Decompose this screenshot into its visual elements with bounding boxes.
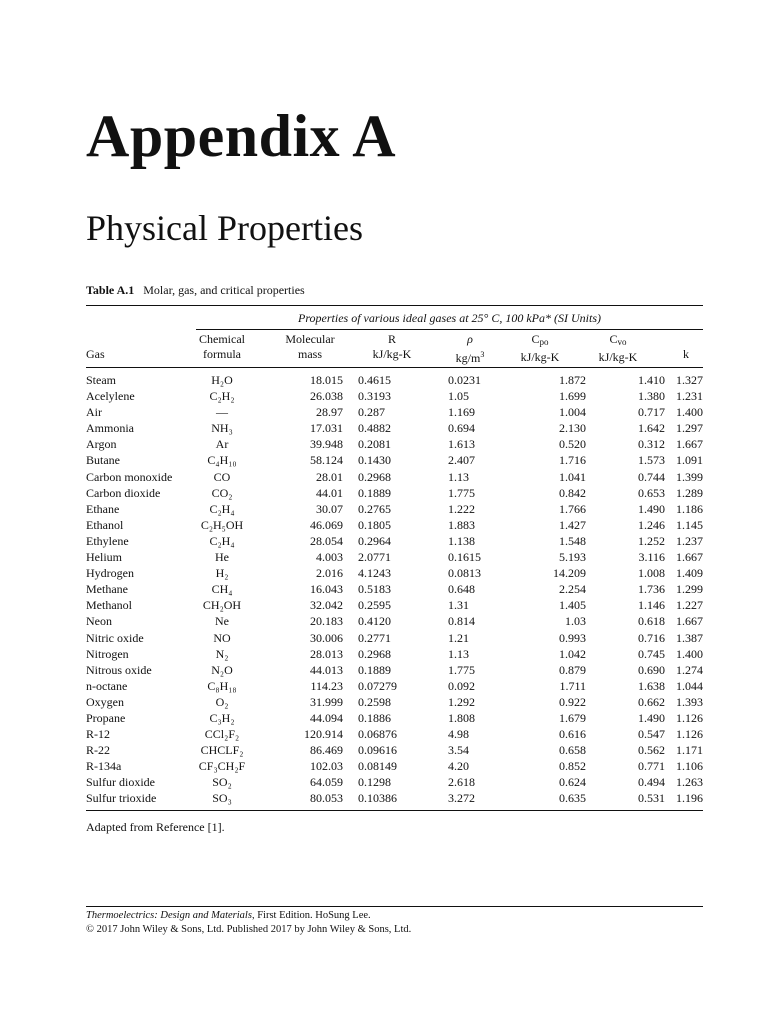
- col-header-rho: [432, 332, 508, 366]
- cell-gas-constant: 0.09616: [358, 743, 397, 758]
- cell-k: 1.145: [676, 517, 703, 532]
- table-row: [86, 452, 703, 468]
- cell-formula: NO: [213, 630, 231, 645]
- col-header-gas: Gas: [86, 347, 105, 361]
- cell-gas: Air: [86, 405, 102, 420]
- cell-molecular-mass: 26.038: [310, 389, 343, 404]
- cell-cv: 0.618: [638, 614, 665, 629]
- cell-k: 1.126: [676, 710, 703, 725]
- cell-gas: Sulfur trioxide: [86, 791, 157, 806]
- cell-formula: CHCLF₂: [200, 743, 244, 758]
- cell-molecular-mass: 39.948: [310, 437, 343, 452]
- table-number: Table A.1: [86, 283, 135, 297]
- cell-k: 1.299: [676, 582, 703, 597]
- cell-molecular-mass: 17.031: [310, 421, 343, 436]
- cell-cv: 0.717: [638, 405, 665, 420]
- col-header-cp-line2: kJ/kg-K: [520, 350, 560, 364]
- cell-molecular-mass: 28.97: [316, 405, 343, 420]
- col-header-cp: [502, 332, 578, 365]
- cell-cp: 0.842: [559, 485, 586, 500]
- cell-molecular-mass: 114.23: [310, 678, 343, 693]
- table-row: [86, 372, 703, 388]
- cell-formula: H₂: [215, 566, 229, 581]
- cell-k: 1.186: [676, 501, 703, 516]
- cell-gas: Butane: [86, 453, 120, 468]
- cell-formula: C₃H₂: [209, 710, 235, 725]
- cell-cp: 14.209: [553, 566, 586, 581]
- cell-k: 1.274: [676, 662, 703, 677]
- cell-density: 0.814: [448, 614, 475, 629]
- cell-k: 1.400: [676, 405, 703, 420]
- cell-cp: 1.711: [559, 678, 586, 693]
- cell-k: 1.106: [676, 759, 703, 774]
- footer-rule: [86, 906, 703, 907]
- cell-molecular-mass: 31.999: [310, 694, 343, 709]
- table-row: [86, 581, 703, 597]
- cell-gas-constant: 0.2765: [358, 501, 391, 516]
- table-row: [86, 790, 703, 806]
- header-bottom-rule: [86, 367, 703, 368]
- cell-cp: 1.427: [559, 517, 586, 532]
- col-header-r-line2: kJ/kg-K: [372, 347, 412, 361]
- cell-gas-constant: 0.5183: [358, 582, 391, 597]
- appendix-title: Appendix A: [86, 103, 397, 169]
- cell-density: 1.883: [448, 517, 475, 532]
- cell-molecular-mass: 64.059: [310, 775, 343, 790]
- cell-gas-constant: 0.4120: [358, 614, 391, 629]
- cell-molecular-mass: 44.01: [316, 485, 343, 500]
- cell-molecular-mass: 30.006: [310, 630, 343, 645]
- cell-gas-constant: 0.08149: [358, 759, 397, 774]
- col-header-cp-subscript: po: [539, 337, 549, 347]
- cell-k: 1.393: [676, 694, 703, 709]
- cell-molecular-mass: 16.043: [310, 582, 343, 597]
- table-spanner-heading: Properties of various ideal gases at 25° C, 100 kPa* (SI Units): [298, 311, 601, 325]
- cell-gas: Ethanol: [86, 517, 124, 532]
- col-header-formula-line1: Chemical: [199, 332, 245, 346]
- table-bottom-rule: [86, 810, 703, 811]
- cell-cp: 1.872: [559, 373, 586, 387]
- cell-gas-constant: 0.1430: [358, 453, 391, 468]
- cell-k: 1.667: [676, 437, 703, 452]
- cell-gas: Ethylene: [86, 533, 129, 548]
- cell-formula: SO₃: [212, 791, 232, 806]
- cell-formula: SO₂: [212, 775, 232, 790]
- cell-gas-constant: 0.06876: [358, 727, 397, 742]
- cell-formula: C₂H₂: [209, 389, 235, 404]
- cell-density: 0.648: [448, 582, 475, 597]
- table-top-rule: [86, 305, 703, 306]
- cell-density: 1.13: [448, 469, 469, 484]
- cell-k: 1.231: [676, 389, 703, 404]
- col-header-cp-line1: [502, 332, 578, 350]
- table-row: [86, 436, 703, 452]
- cell-formula: C₂H₅OH: [200, 517, 244, 532]
- cell-cp: 0.852: [559, 759, 586, 774]
- table-row: [86, 485, 703, 501]
- cell-density: 1.138: [448, 533, 475, 548]
- table-row: [86, 469, 703, 485]
- cell-formula: C₄H₁₀: [207, 453, 237, 468]
- cell-gas: Argon: [86, 437, 117, 452]
- cell-k: 1.126: [676, 727, 703, 742]
- cell-k: 1.227: [676, 598, 703, 613]
- cell-formula: Ne: [215, 614, 229, 629]
- cell-k: 1.289: [676, 485, 703, 500]
- cell-cv: 0.547: [638, 727, 665, 742]
- cell-gas-constant: 0.1889: [358, 485, 391, 500]
- cell-gas-constant: 0.1886: [358, 710, 391, 725]
- cell-gas-constant: 0.2771: [358, 630, 391, 645]
- col-header-rho-line2: [432, 347, 508, 366]
- cell-cv: 1.490: [638, 710, 665, 725]
- cell-cp: 1.004: [559, 405, 586, 420]
- cell-gas: Neon: [86, 614, 112, 629]
- cell-gas: Nitrous oxide: [86, 662, 152, 677]
- cell-cp: 1.041: [559, 469, 586, 484]
- cell-formula: H₂O: [211, 373, 233, 387]
- cell-cv: 1.252: [638, 533, 665, 548]
- col-header-formula: [182, 332, 262, 362]
- cell-cp: 0.993: [559, 630, 586, 645]
- col-header-cv-symbol: C: [609, 332, 618, 346]
- cell-gas-constant: 4.1243: [358, 566, 391, 581]
- cell-cp: 5.193: [559, 550, 586, 565]
- cell-gas: Nitric oxide: [86, 630, 144, 645]
- cell-k: 1.409: [676, 566, 703, 581]
- cell-density: 2.618: [448, 775, 475, 790]
- cell-k: 1.387: [676, 630, 703, 645]
- col-header-mass-line2: mass: [298, 347, 322, 361]
- cell-cp: 1.679: [559, 710, 586, 725]
- cell-density: 1.775: [448, 485, 475, 500]
- footer-book-title: Thermoelectrics: Design and Materials: [86, 910, 252, 921]
- cell-density: 0.092: [448, 678, 475, 693]
- cell-molecular-mass: 58.124: [310, 453, 343, 468]
- cell-cp: 0.624: [559, 775, 586, 790]
- table-row: [86, 533, 703, 549]
- cell-gas-constant: 0.2081: [358, 437, 391, 452]
- cell-formula: CO: [213, 469, 231, 484]
- cell-formula: O₂: [215, 694, 229, 709]
- cell-cv: 3.116: [638, 550, 665, 565]
- col-header-mass: [272, 332, 348, 362]
- cell-k: 1.196: [676, 791, 703, 806]
- cell-molecular-mass: 30.07: [316, 501, 343, 516]
- cell-formula: C₂H₄: [209, 533, 235, 548]
- footer-citation: [86, 910, 371, 921]
- cell-density: 0.0231: [448, 373, 481, 387]
- table-caption: [86, 283, 305, 298]
- cell-gas-constant: 0.2968: [358, 646, 391, 661]
- cell-formula: He: [215, 550, 229, 565]
- cell-gas: R-22: [86, 743, 110, 758]
- cell-gas-constant: 0.3193: [358, 389, 391, 404]
- cell-formula: —: [216, 405, 228, 420]
- table-row: [86, 678, 703, 694]
- cell-k: 1.327: [676, 373, 703, 387]
- cell-molecular-mass: 4.003: [316, 550, 343, 565]
- cell-cv: 0.771: [638, 759, 665, 774]
- cell-gas-constant: 0.287: [358, 405, 385, 420]
- cell-density: 1.169: [448, 405, 475, 420]
- cell-gas-constant: 2.0771: [358, 550, 391, 565]
- cell-gas-constant: 0.10386: [358, 791, 397, 806]
- cell-molecular-mass: 18.015: [310, 373, 343, 387]
- cell-gas: R-134a: [86, 759, 122, 774]
- cell-molecular-mass: 44.013: [310, 662, 343, 677]
- cell-density: 1.31: [448, 598, 469, 613]
- cell-density: 1.21: [448, 630, 469, 645]
- cell-cp: 0.635: [559, 791, 586, 806]
- col-header-mass-line1: Molecular: [285, 332, 335, 346]
- cell-cv: 0.690: [638, 662, 665, 677]
- cell-formula: NH₃: [211, 421, 233, 436]
- cell-cv: 1.380: [638, 389, 665, 404]
- cell-cv: 1.638: [638, 678, 665, 693]
- cell-cp: 1.405: [559, 598, 586, 613]
- cell-cv: 0.494: [638, 775, 665, 790]
- table-row: [86, 549, 703, 565]
- col-header-cv-subscript: vo: [617, 337, 627, 347]
- cell-gas: Methanol: [86, 598, 132, 613]
- cell-formula: N₂O: [211, 662, 233, 677]
- table-row: [86, 758, 703, 774]
- cell-cp: 2.254: [559, 582, 586, 597]
- cell-cp: 0.616: [559, 727, 586, 742]
- cell-density: 1.05: [448, 389, 469, 404]
- cell-cv: 1.146: [638, 598, 665, 613]
- cell-cv: 0.653: [638, 485, 665, 500]
- table-caption-text: Molar, gas, and critical properties: [143, 283, 305, 297]
- cell-gas: Acelylene: [86, 389, 135, 404]
- cell-k: 1.667: [676, 550, 703, 565]
- col-header-rho-unit: kg/m: [455, 351, 481, 365]
- cell-density: 1.775: [448, 662, 475, 677]
- table-row: [86, 646, 703, 662]
- cell-density: 3.54: [448, 743, 469, 758]
- cell-k: 1.237: [676, 533, 703, 548]
- cell-cv: 0.562: [638, 743, 665, 758]
- cell-gas-constant: 0.2968: [358, 469, 391, 484]
- cell-cp: 0.879: [559, 662, 586, 677]
- cell-cp: 1.03: [565, 614, 586, 629]
- table-row: [86, 742, 703, 758]
- cell-cv: 1.410: [638, 373, 665, 387]
- cell-formula: CO₂: [211, 485, 233, 500]
- cell-k: 1.171: [676, 743, 703, 758]
- cell-k: 1.044: [676, 678, 703, 693]
- cell-gas: Carbon dioxide: [86, 485, 161, 500]
- footer-copyright: © 2017 John Wiley & Sons, Ltd. Published 2017 by John Wiley & Sons, Ltd.: [86, 924, 412, 935]
- cell-molecular-mass: 44.094: [310, 710, 343, 725]
- table-row: [86, 710, 703, 726]
- cell-density: 4.98: [448, 727, 469, 742]
- table-row: [86, 404, 703, 420]
- table-row: [86, 662, 703, 678]
- cell-k: 1.400: [676, 646, 703, 661]
- cell-formula: CF₃CH₂F: [198, 759, 246, 774]
- cell-formula: Ar: [215, 437, 229, 452]
- cell-density: 1.292: [448, 694, 475, 709]
- cell-molecular-mass: 80.053: [310, 791, 343, 806]
- cell-cp: 0.922: [559, 694, 586, 709]
- cell-gas-constant: 0.1889: [358, 662, 391, 677]
- cell-gas-constant: 0.07279: [358, 678, 397, 693]
- cell-cv: 0.662: [638, 694, 665, 709]
- cell-cp: 0.520: [559, 437, 586, 452]
- cell-gas-constant: 0.4615: [358, 373, 391, 387]
- cell-gas: Ethane: [86, 501, 120, 516]
- cell-density: 1.222: [448, 501, 475, 516]
- cell-formula: CCl₂F₂: [204, 727, 240, 742]
- cell-cv: 1.573: [638, 453, 665, 468]
- table-row: [86, 388, 703, 404]
- cell-cp: 1.716: [559, 453, 586, 468]
- cell-cv: 0.745: [638, 646, 665, 661]
- cell-molecular-mass: 120.914: [304, 727, 343, 742]
- cell-gas: n-octane: [86, 678, 128, 693]
- cell-gas-constant: 0.2598: [358, 694, 391, 709]
- table-source-note: Adapted from Reference [1].: [86, 820, 225, 834]
- col-header-rho-line1: ρ: [467, 332, 473, 346]
- col-header-cv-line2: kJ/kg-K: [598, 350, 638, 364]
- col-header-cv: [580, 332, 656, 365]
- cell-k: 1.263: [676, 775, 703, 790]
- table-row: [86, 501, 703, 517]
- cell-gas-constant: 0.1805: [358, 517, 391, 532]
- cell-molecular-mass: 28.01: [316, 469, 343, 484]
- table-body: [86, 372, 703, 807]
- table-row: [86, 694, 703, 710]
- cell-molecular-mass: 28.013: [310, 646, 343, 661]
- table-row: [86, 774, 703, 790]
- table-row: [86, 565, 703, 581]
- cell-gas-constant: 0.4882: [358, 421, 391, 436]
- cell-gas: R-12: [86, 727, 110, 742]
- cell-density: 0.0813: [448, 566, 481, 581]
- cell-gas: Nitrogen: [86, 646, 129, 661]
- cell-density: 1.13: [448, 646, 469, 661]
- table-row: [86, 420, 703, 436]
- cell-gas: Sulfur dioxide: [86, 775, 155, 790]
- spanner-rule: [196, 329, 703, 330]
- cell-formula: C₈H₁₈: [207, 678, 237, 693]
- cell-formula: CH₄: [211, 582, 233, 597]
- col-header-rho-unit-exponent: 3: [480, 350, 485, 359]
- cell-cp: 1.699: [559, 389, 586, 404]
- table-row: [86, 630, 703, 646]
- cell-cp: 0.658: [559, 743, 586, 758]
- cell-cv: 1.008: [638, 566, 665, 581]
- cell-molecular-mass: 28.054: [310, 533, 343, 548]
- cell-cv: 0.744: [638, 469, 665, 484]
- cell-cp: 1.766: [559, 501, 586, 516]
- cell-cv: 0.312: [638, 437, 665, 452]
- cell-cp: 1.548: [559, 533, 586, 548]
- cell-gas: Hydrogen: [86, 566, 134, 581]
- cell-gas-constant: 0.1298: [358, 775, 391, 790]
- cell-cv: 1.246: [638, 517, 665, 532]
- cell-density: 3.272: [448, 791, 475, 806]
- cell-cv: 1.642: [638, 421, 665, 436]
- cell-gas: Steam: [86, 373, 116, 387]
- cell-gas: Methane: [86, 582, 128, 597]
- cell-molecular-mass: 32.042: [310, 598, 343, 613]
- table-row: [86, 613, 703, 629]
- col-header-formula-line2: formula: [203, 347, 241, 361]
- table-row: [86, 597, 703, 613]
- cell-molecular-mass: 46.069: [310, 517, 343, 532]
- cell-cv: 0.716: [638, 630, 665, 645]
- cell-k: 1.399: [676, 469, 703, 484]
- cell-gas: Oxygen: [86, 694, 124, 709]
- cell-density: 1.808: [448, 710, 475, 725]
- cell-formula: C₂H₄: [209, 501, 235, 516]
- footer-edition-author: , First Edition. HoSung Lee.: [251, 910, 371, 921]
- cell-density: 4.20: [448, 759, 469, 774]
- cell-gas: Carbon monoxide: [86, 469, 173, 484]
- cell-gas: Helium: [86, 550, 122, 565]
- cell-molecular-mass: 2.016: [316, 566, 343, 581]
- cell-cp: 2.130: [559, 421, 586, 436]
- cell-formula: CH₂OH: [202, 598, 242, 613]
- cell-cv: 0.531: [638, 791, 665, 806]
- col-header-k: k: [683, 347, 689, 361]
- cell-gas-constant: 0.2595: [358, 598, 391, 613]
- cell-cv: 1.736: [638, 582, 665, 597]
- cell-formula: N₂: [215, 646, 229, 661]
- cell-gas-constant: 0.2964: [358, 533, 391, 548]
- table-row: [86, 726, 703, 742]
- cell-molecular-mass: 20.183: [310, 614, 343, 629]
- section-title: Physical Properties: [86, 208, 363, 248]
- col-header-cp-symbol: C: [531, 332, 540, 346]
- cell-molecular-mass: 102.03: [310, 759, 343, 774]
- cell-molecular-mass: 86.469: [310, 743, 343, 758]
- cell-k: 1.297: [676, 421, 703, 436]
- cell-cv: 1.490: [638, 501, 665, 516]
- col-header-r: [354, 332, 430, 362]
- cell-density: 2.407: [448, 453, 475, 468]
- cell-k: 1.091: [676, 453, 703, 468]
- cell-cp: 1.042: [559, 646, 586, 661]
- col-header-cv-line1: [580, 332, 656, 350]
- cell-density: 0.694: [448, 421, 475, 436]
- cell-gas: Propane: [86, 710, 126, 725]
- table-row: [86, 517, 703, 533]
- col-header-r-line1: R: [387, 332, 396, 346]
- cell-k: 1.667: [676, 614, 703, 629]
- cell-density: 1.613: [448, 437, 475, 452]
- cell-gas: Ammonia: [86, 421, 134, 436]
- cell-density: 0.1615: [448, 550, 481, 565]
